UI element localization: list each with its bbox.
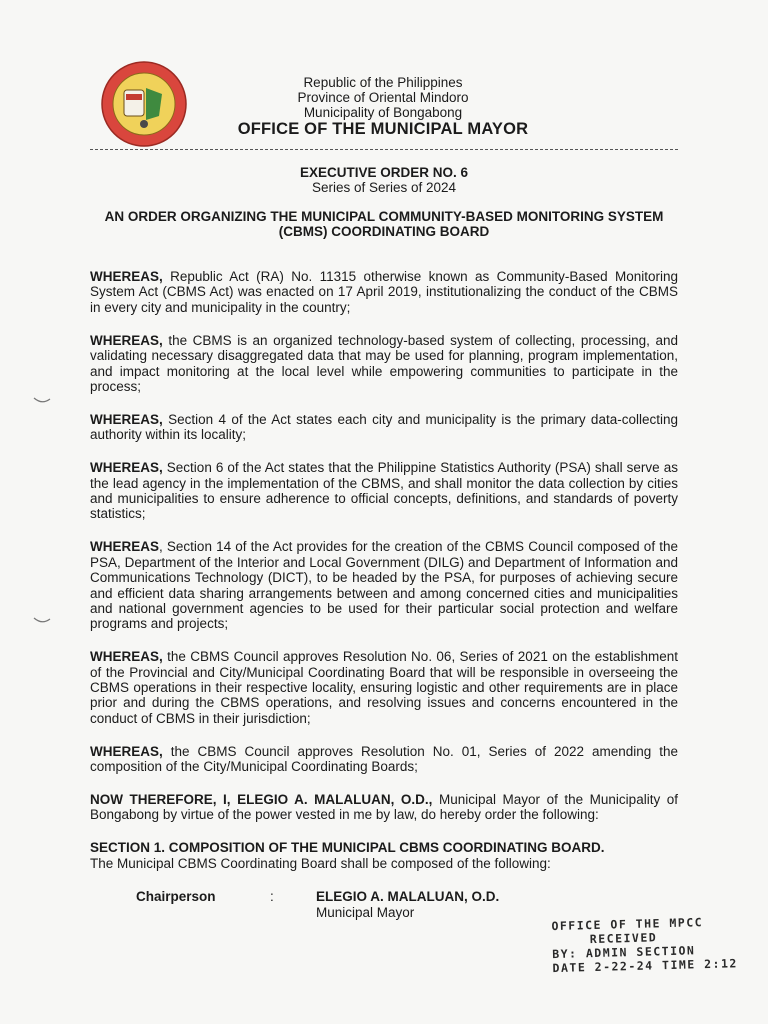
section-1-heading: SECTION 1. COMPOSITION OF THE MUNICIPAL CBMS COORDINATING BOARD. <box>90 840 605 856</box>
whereas-clause <box>90 460 678 522</box>
municipal-seal-icon <box>100 60 188 148</box>
now-therefore-lead: NOW THEREFORE, I, ELEGIO A. MALALUAN, O.D., <box>90 792 433 808</box>
composition-name: ELEGIO A. MALALUAN, O.D. <box>316 889 500 904</box>
stamp-line: RECEIVED <box>589 930 658 947</box>
country-line: Republic of the Philippines <box>303 75 463 90</box>
whereas-clause <box>90 649 678 726</box>
whereas-lead: WHEREAS, <box>90 269 163 284</box>
document-body <box>90 269 678 871</box>
now-therefore-clause <box>90 792 678 823</box>
whereas-clause <box>90 269 678 315</box>
executive-order-number: EXECUTIVE ORDER NO. 6 <box>299 165 469 180</box>
whereas-clause <box>90 539 678 631</box>
header-divider <box>90 149 678 150</box>
executive-order-series: Series of Series of 2024 <box>311 180 457 195</box>
order-title: AN ORDER ORGANIZING THE MUNICIPAL COMMUNITY-BASED MONITORING SYSTEM (CBMS) COORDINATING BOARD <box>104 209 664 239</box>
whereas-lead: WHEREAS, <box>90 332 163 348</box>
whereas-lead: WHEREAS, <box>90 411 163 427</box>
whereas-text: , Section 14 of the Act provides for the creation of the CBMS Council composed of the PSA, Department of the Interior and Local Government (DILG) and Department of Information and Communications Technology (DICT), to be headed by the PSA, for purposes of achieving secure and efficient data sharing arrangements between and among concerned cities and municipalities and national government agencies to be used for their particular social protection and welfare programs and projects; <box>90 539 678 632</box>
whereas-text: Section 6 of the Act states that the Philippine Statistics Authority (PSA) shall serve as the lead agency in the implementation of the CBMS, and shall monitor the data collection by cities and municipalities to ensure adherence to official concepts, definitions, and standards of poverty statistics; <box>90 460 678 522</box>
composition-colon: : <box>270 889 274 904</box>
now-therefore-text: Municipal Mayor of the Municipality of Bongabong by virtue of the power vested in me by law, do hereby order the following: <box>90 792 678 823</box>
whereas-lead: WHEREAS, <box>90 460 163 476</box>
whereas-text: the CBMS Council approves Resolution No. 06, Series of 2021 on the establishment of the Provincial and City/Municipal Coordinating Board that will be responsible in overseeing the CBMS operations in their respective locality, ensuring logistic and other requirements are in place prior and during the CBMS operations, and resolving issues and concerns encountered in the conduct of CBMS in their jurisdiction; <box>90 649 678 726</box>
whereas-text: the CBMS is an organized technology-based system of collecting, processing, and validating necessary disaggregated data that may be used for planning, program implementation, and impact monitoring at the local level while empowering communities to participate in the process; <box>90 332 678 394</box>
received-stamp <box>551 915 739 976</box>
stamp-line: OFFICE OF THE MPCC <box>551 915 704 934</box>
section-1-text: The Municipal CBMS Coordinating Board shall be composed of the following: <box>90 855 551 871</box>
stamp-line: BY: ADMIN SECTION <box>552 943 696 962</box>
whereas-text: Republic Act (RA) No. 11315 otherwise known as Community-Based Monitoring System Act (CBMS Act) was enacted on 17 April 2019, institutionalizing the conduct of the CBMS in every city and municipality in the country; <box>90 269 678 315</box>
composition-role: Chairperson <box>136 889 216 904</box>
office-title: OFFICE OF THE MUNICIPAL MAYOR <box>237 120 529 138</box>
whereas-text: Section 4 of the Act states each city and municipality is the primary data-collecting authority within its locality; <box>90 411 678 443</box>
whereas-lead: WHEREAS, <box>90 743 163 759</box>
whereas-clause <box>90 412 678 443</box>
stamp-line: DATE 2-22-24 TIME 2:12 <box>552 956 739 976</box>
binding-mark-icon <box>33 616 51 624</box>
section-1 <box>90 840 678 871</box>
province-line: Province of Oriental Mindoro <box>297 90 469 105</box>
whereas-clause <box>90 333 678 395</box>
whereas-lead: WHEREAS <box>90 539 160 555</box>
letterhead <box>200 75 566 137</box>
binding-mark-icon <box>33 396 51 404</box>
whereas-text: the CBMS Council approves Resolution No. 01, Series of 2022 amending the composition of the City/Municipal Coordinating Boards; <box>90 743 678 775</box>
whereas-lead: WHEREAS, <box>90 649 163 665</box>
whereas-clause <box>90 744 678 775</box>
composition-position: Municipal Mayor <box>316 905 415 920</box>
municipality-line: Municipality of Bongabong <box>303 105 463 120</box>
